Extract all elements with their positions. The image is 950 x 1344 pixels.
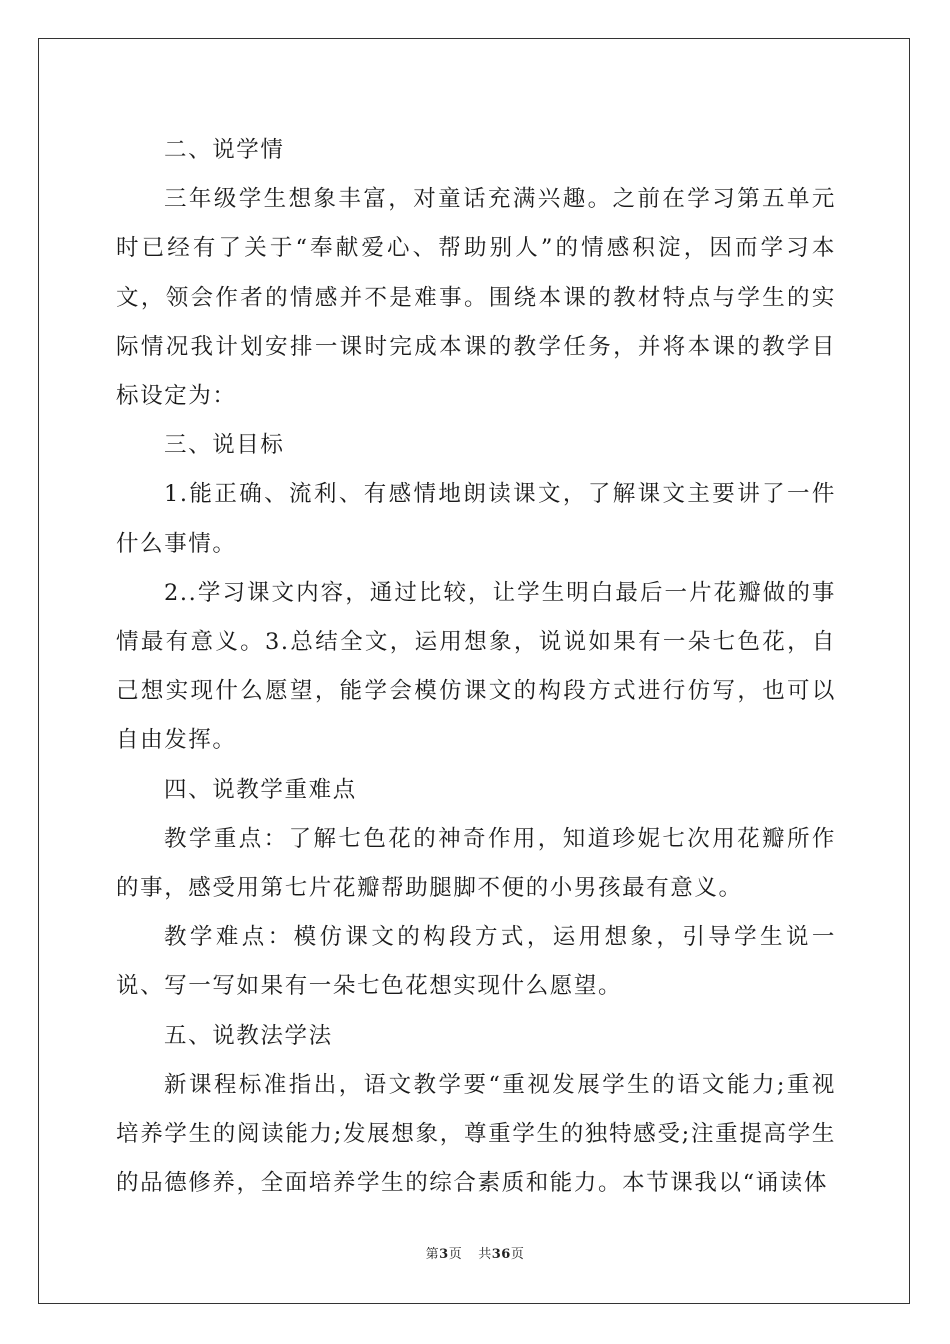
paragraph-difficult-point: 教学难点：模仿课文的构段方式，运用想象，引导学生说一说、写一写如果有一朵七色花想实现什么愿望。 xyxy=(116,924,836,1000)
document-body xyxy=(116,126,836,1208)
paragraph-methods: 新课程标准指出，语文教学要“重视发展学生的语文能力;重视培养学生的阅读能力;发展想象，尊重学生的独特感受;注重提高学生的品德修养，全面培养学生的综合素质和能力。本节课我以“诵读体 xyxy=(116,1071,836,1197)
paragraph-objective-1: 1.能正确、流利、有感情地朗读课文，了解课文主要讲了一件什么事情。 xyxy=(116,481,836,557)
section-heading-student-analysis: 二、说学情 xyxy=(164,137,285,163)
footer-total-prefix: 共 xyxy=(478,1247,492,1262)
footer-page-number: 3 xyxy=(439,1247,449,1262)
footer-prefix: 第 xyxy=(425,1247,440,1262)
section-heading-objectives: 三、说目标 xyxy=(164,432,285,459)
footer-total-pages: 36 xyxy=(491,1247,511,1262)
footer-page-suffix: 页 xyxy=(448,1247,463,1262)
paragraph-key-point: 教学重点：了解七色花的神奇作用，知道珍妮七次用花瓣所作的事，感受用第七片花瓣帮助腿脚不便的小男孩最有意义。 xyxy=(116,825,836,902)
footer-total-suffix: 页 xyxy=(510,1247,525,1262)
paragraph-objective-2-3: 2..学习课文内容，通过比较，让学生明白最后一片花瓣做的事情最有意义。3.总结全文，运用想象，说说如果有一朵七色花，自己想实现什么愿望，能学会模仿课文的构段方式进行仿写，也可以自由发挥。 xyxy=(116,579,836,754)
section-heading-key-points: 四、说教学重难点 xyxy=(164,776,357,803)
paragraph-student-analysis: 三年级学生想象丰富，对童话充满兴趣。之前在学习第五单元时已经有了关于“奉献爱心、帮助别人”的情感积淀，因而学习本文，领会作者的情感并不是难事。围绕本课的教材特点与学生的实际情况我计划安排一课时完成本课的教学任务，并将本课的教学目标设定为： xyxy=(116,186,836,410)
section-heading-methods: 五、说教法学法 xyxy=(164,1022,333,1049)
page-footer xyxy=(0,1243,950,1262)
